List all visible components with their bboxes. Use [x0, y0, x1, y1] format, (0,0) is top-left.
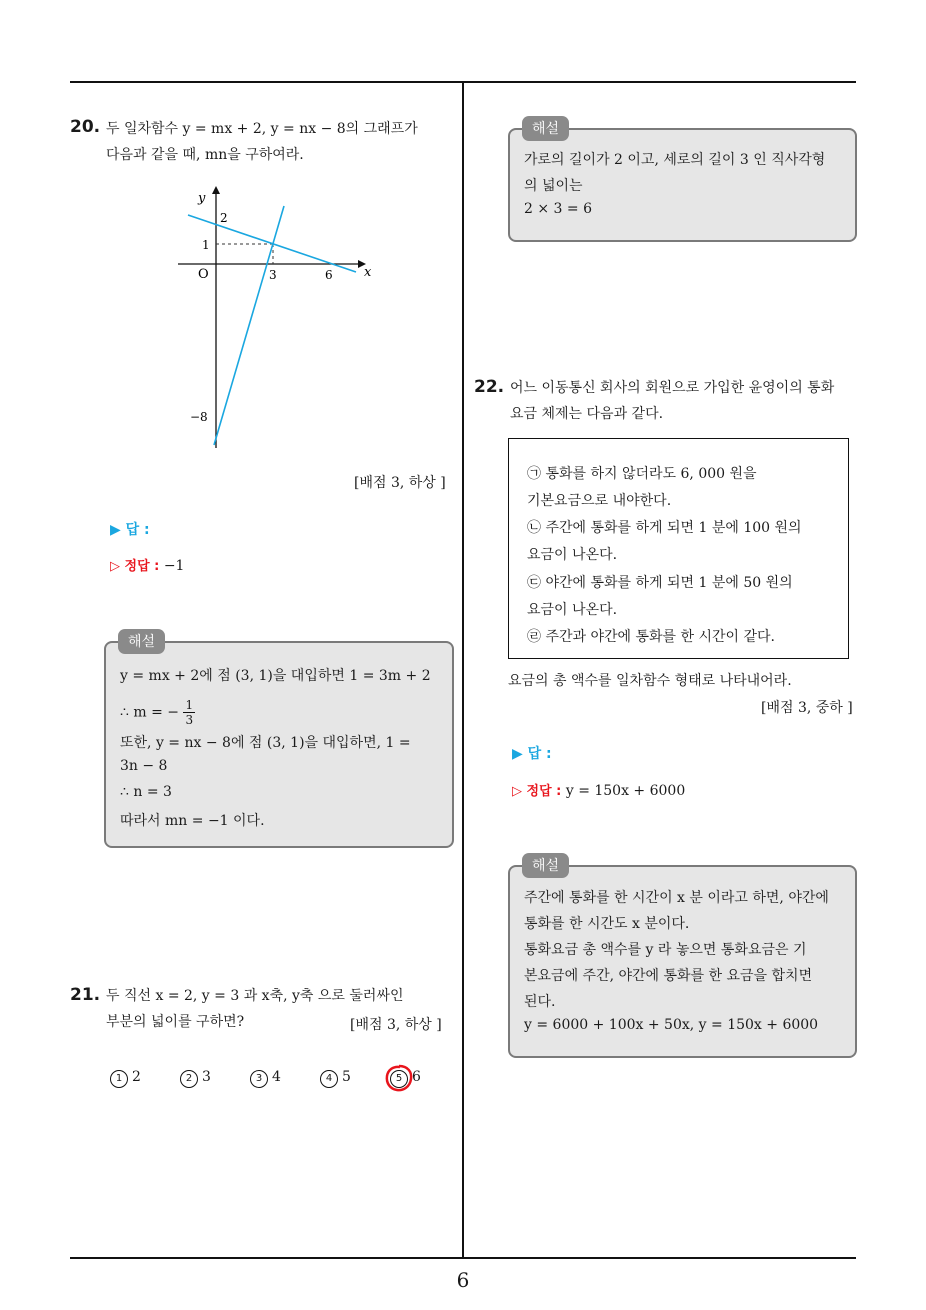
choice-1-value: 2	[132, 1069, 141, 1085]
condition-2-cont: 요금이 나온다.	[527, 547, 618, 563]
x-label: x	[364, 265, 372, 280]
q22-explanation-tag: 해설	[522, 853, 569, 878]
q20-exp-line2: ∴ m = − $\frac{1}{3}$	[120, 698, 194, 727]
condition-4: ㉣ 주간과 야간에 통화를 한 시간이 같다.	[527, 629, 776, 645]
selected-answer-circle-icon	[383, 1062, 415, 1094]
condition-2: ㉡ 주간에 통화를 하게 되면 1 분에 100 원의	[527, 520, 802, 536]
q22-exp-line3: 통화요금 총 액수를 y 라 놓으면 통화요금은 기	[524, 942, 807, 958]
tick-minus-8: −8	[190, 410, 208, 424]
tick-3: 3	[269, 268, 277, 282]
q22-conditions-box	[508, 438, 849, 659]
q20-exp-line1: y = mx + 2에 점 (3, 1)을 대입하면 1 = 3m + 2	[120, 668, 431, 684]
q22-question: 요금의 총 액수를 일차함수 형태로 나타내어라.	[508, 673, 792, 689]
q21-number: 21.	[70, 985, 101, 1005]
choice-4[interactable]	[320, 1069, 351, 1088]
choice-4-value: 5	[342, 1069, 351, 1085]
choice-2[interactable]	[180, 1069, 211, 1088]
q22-line1: 어느 이동통신 회사의 회원으로 가입한 윤영이의 통화	[510, 380, 835, 396]
y-axis-arrow	[212, 186, 220, 194]
tick-1: 1	[202, 238, 210, 252]
q20-correct	[110, 555, 184, 574]
q21-line1: 두 직선 x = 2, y = 3 과 x축, y축 으로 둘러싸인	[106, 988, 404, 1004]
tick-2: 2	[220, 211, 228, 225]
q20-correct-value: −1	[163, 558, 185, 574]
q22-correct	[512, 780, 685, 799]
q22-explanation-box	[508, 858, 857, 1058]
q20-correct-label: ▷ 정답 :	[110, 559, 160, 574]
q22-number: 22.	[474, 377, 505, 397]
q20-exp-line4: 3n − 8	[120, 758, 168, 774]
q20-exp-line6: 따라서 mn = −1 이다.	[120, 813, 265, 829]
condition-1-cont: 기본요금으로 내야한다.	[527, 493, 672, 509]
fraction-one-third: $\frac{1}{3}$	[185, 698, 194, 727]
choice-3[interactable]	[250, 1069, 281, 1088]
choice-5-mark: 5	[390, 1070, 408, 1088]
q22-exp-line6: y = 6000 + 100x + 50x, y = 150x + 6000	[524, 1017, 819, 1033]
q22-difficulty: [배점 3, 중하 ]	[761, 700, 853, 716]
choice-2-mark: 2	[180, 1070, 198, 1088]
choice-2-value: 3	[202, 1069, 211, 1085]
q22-exp-line1: 주간에 통화를 한 시간이 x 분 이라고 하면, 야간에	[524, 890, 829, 906]
q20-exp-line5: ∴ n = 3	[120, 784, 172, 800]
y-label: y	[198, 191, 206, 206]
q21-explanation-box	[508, 121, 857, 242]
q21-exp-line1: 가로의 길이가 2 이고, 세로의 길이 3 인 직사각형	[524, 152, 826, 168]
choice-1-mark: 1	[110, 1070, 128, 1088]
q21-exp-line2: 의 넓이는	[524, 178, 583, 194]
q22-correct-label: ▷ 정답 :	[512, 784, 562, 799]
choice-5-value: 6	[412, 1069, 421, 1085]
origin-label: O	[198, 267, 209, 282]
condition-3: ㉢ 야간에 통화를 하게 되면 1 분에 50 원의	[527, 575, 793, 591]
q20-exp-line3: 또한, y = nx − 8에 점 (3, 1)을 대입하면, 1 =	[120, 735, 411, 751]
q22-correct-value: y = 150x + 6000	[565, 783, 686, 799]
q22-exp-line2: 통화를 한 시간도 x 분이다.	[524, 916, 690, 932]
choice-3-value: 4	[272, 1069, 281, 1085]
q20-explanation-tag: 해설	[118, 629, 165, 654]
tick-6: 6	[325, 268, 333, 282]
q20-explanation-box	[104, 634, 454, 848]
q20-answer-label: ▶ 답 :	[110, 522, 150, 538]
q20-number: 20.	[70, 117, 101, 137]
column-divider	[462, 82, 464, 1259]
q22-exp-line4: 본요금에 주간, 야간에 통화를 한 요금을 합치면	[524, 968, 813, 984]
choice-4-mark: 4	[320, 1070, 338, 1088]
line-nx-minus-8	[214, 206, 284, 445]
condition-3-cont: 요금이 나온다.	[527, 602, 618, 618]
q20-line1: 두 일차함수 y = mx + 2, y = nx − 8의 그래프가	[106, 121, 418, 137]
choice-1[interactable]	[110, 1069, 141, 1088]
page-number: 6	[456, 1268, 470, 1292]
q20-line2: 다음과 같을 때, mn을 구하여라.	[106, 147, 304, 163]
condition-1: ㉠ 통화를 하지 않더라도 6, 000 원을	[527, 466, 757, 482]
q22-answer-label: ▶ 답 :	[512, 746, 552, 762]
q20-difficulty: [배점 3, 하상 ]	[354, 475, 446, 491]
q21-explanation-tag: 해설	[522, 116, 569, 141]
q21-exp-line3: 2 × 3 = 6	[524, 201, 592, 217]
q21-difficulty: [배점 3, 하상 ]	[350, 1017, 442, 1033]
q22-exp-line5: 된다.	[524, 994, 556, 1010]
q20-graph	[170, 180, 390, 460]
q22-line2: 요금 체제는 다음과 같다.	[510, 406, 664, 422]
choice-3-mark: 3	[250, 1070, 268, 1088]
q21-line2: 부분의 넓이를 구하면?	[106, 1014, 245, 1030]
